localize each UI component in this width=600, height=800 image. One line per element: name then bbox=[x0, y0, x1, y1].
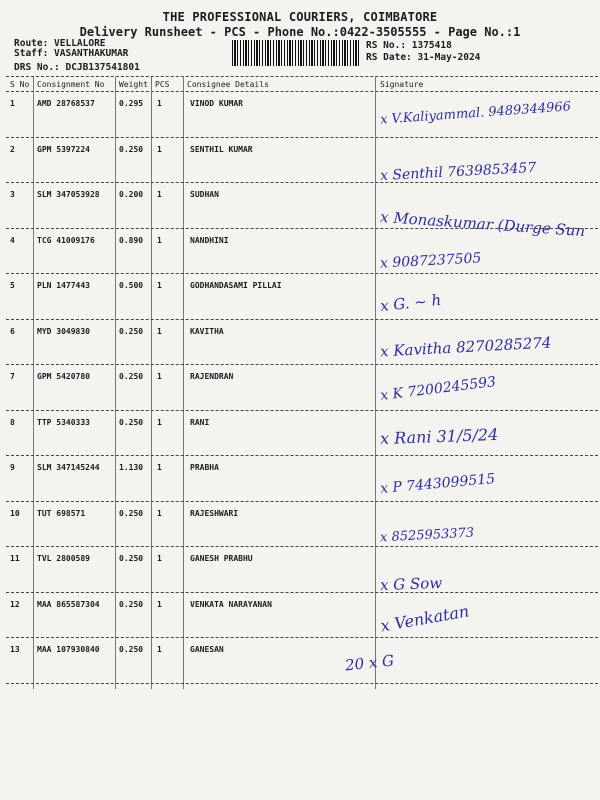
row-sno: 12 bbox=[10, 599, 20, 609]
row-divider bbox=[6, 364, 598, 365]
row-weight: 0.890 bbox=[119, 235, 144, 245]
row-pcs: 1 bbox=[157, 417, 162, 427]
column-header-consignment: Consignment No bbox=[37, 80, 105, 89]
header-divider bbox=[6, 91, 598, 92]
column-divider bbox=[33, 77, 34, 689]
rs-date: RS Date: 31-May-2024 bbox=[366, 52, 481, 63]
row-divider bbox=[6, 410, 598, 411]
row-pcs: 1 bbox=[157, 190, 162, 199]
row-weight: 0.250 bbox=[119, 554, 144, 563]
column-header-pcs: PCS bbox=[155, 80, 170, 89]
row-weight: 0.250 bbox=[119, 144, 144, 154]
row-consignee: SENTHIL KUMAR bbox=[190, 144, 253, 154]
table-top-divider bbox=[6, 76, 598, 77]
row-consignee: VINOD KUMAR bbox=[190, 99, 243, 108]
row-sno: 9 bbox=[10, 463, 15, 472]
rs-number: RS No.: 1375418 bbox=[366, 40, 452, 51]
row-sno: 3 bbox=[10, 190, 15, 199]
row-divider bbox=[6, 182, 598, 183]
row-signature: x K 7200245593 bbox=[379, 373, 497, 405]
row-divider bbox=[6, 319, 598, 320]
row-consignee: GANESH PRABHU bbox=[190, 554, 253, 563]
row-pcs: 1 bbox=[157, 144, 162, 154]
row-consignee: SUDHAN bbox=[190, 190, 219, 199]
row-sno: 10 bbox=[10, 508, 20, 518]
row-weight: 0.250 bbox=[119, 326, 144, 336]
row-signature: x 9087237505 bbox=[379, 249, 482, 272]
row-pcs: 1 bbox=[157, 508, 162, 518]
row-consignee: RAJESHWARI bbox=[190, 508, 239, 518]
row-pcs: 1 bbox=[157, 463, 162, 472]
row-weight: 0.250 bbox=[119, 645, 144, 654]
row-signature: x Monaskumar (Durge Sun bbox=[379, 207, 586, 241]
row-consignment-no: SLM 347053928 bbox=[37, 190, 100, 199]
company-title: THE PROFESSIONAL COURIERS, COIMBATORE bbox=[162, 10, 438, 24]
row-consignment-no: GPM 5397224 bbox=[37, 144, 90, 154]
row-consignment-no: SLM 347145244 bbox=[37, 463, 100, 472]
row-divider bbox=[6, 228, 598, 229]
barcode-image bbox=[232, 40, 360, 66]
row-sno: 1 bbox=[10, 99, 15, 108]
row-consignee: RAJENDRAN bbox=[190, 372, 234, 381]
row-consignee: GANESAN bbox=[190, 645, 224, 654]
row-consignment-no: TCG 41009176 bbox=[37, 235, 95, 245]
row-signature: x G Sow bbox=[379, 573, 443, 595]
row-consignment-no: GPM 5420780 bbox=[37, 372, 90, 381]
row-consignment-no: TTP 5340333 bbox=[37, 417, 90, 427]
row-sno: 13 bbox=[10, 645, 20, 654]
column-header-sno: S No bbox=[10, 80, 30, 89]
row-sno: 8 bbox=[10, 417, 15, 427]
row-weight: 0.295 bbox=[119, 99, 144, 108]
column-divider bbox=[183, 77, 184, 689]
row-sno: 11 bbox=[10, 554, 20, 563]
row-weight: 0.200 bbox=[119, 190, 144, 199]
row-pcs: 1 bbox=[157, 599, 162, 609]
column-divider bbox=[375, 77, 376, 689]
row-signature: x Rani 31/5/24 bbox=[379, 424, 499, 448]
row-sno: 4 bbox=[10, 235, 15, 245]
row-signature: x Senthil 7639853457 bbox=[379, 159, 537, 184]
row-pcs: 1 bbox=[157, 235, 162, 245]
row-consignment-no: AMD 28768537 bbox=[37, 99, 95, 108]
row-weight: 0.250 bbox=[119, 372, 144, 381]
row-signature: 20 x G bbox=[344, 651, 395, 675]
row-divider bbox=[6, 637, 598, 638]
row-divider bbox=[6, 273, 598, 274]
row-pcs: 1 bbox=[157, 99, 162, 108]
staff-label: Staff: VASANTHAKUMAR bbox=[14, 48, 129, 59]
row-consignee: RANI bbox=[190, 417, 210, 427]
row-pcs: 1 bbox=[157, 326, 162, 336]
row-pcs: 1 bbox=[157, 281, 162, 290]
row-consignment-no: PLN 1477443 bbox=[37, 281, 90, 290]
row-pcs: 1 bbox=[157, 372, 162, 381]
row-consignee: KAVITHA bbox=[190, 326, 224, 336]
route-label: Route: VELLALORE bbox=[14, 38, 106, 49]
row-sno: 6 bbox=[10, 326, 15, 336]
row-consignment-no: TVL 2800589 bbox=[37, 554, 90, 563]
row-consignee: PRABHA bbox=[190, 463, 219, 472]
drs-number: DRS No.: DCJB137541801 bbox=[14, 62, 140, 73]
row-divider bbox=[6, 592, 598, 593]
row-signature: x G. ~ h bbox=[379, 290, 442, 316]
row-consignee: GODHANDASAMI PILLAI bbox=[190, 281, 282, 290]
row-consignment-no: TUT 698571 bbox=[37, 508, 86, 518]
column-header-consignee: Consignee Details bbox=[187, 80, 269, 89]
row-weight: 0.250 bbox=[119, 599, 144, 609]
row-signature: x 8525953373 bbox=[379, 525, 475, 545]
runsheet-subtitle: Delivery Runsheet - PCS - Phone No.:0422-3505555 - Page No.:1 bbox=[79, 25, 521, 39]
row-weight: 0.500 bbox=[119, 281, 144, 290]
row-consignment-no: MYD 3049830 bbox=[37, 326, 90, 336]
column-divider bbox=[115, 77, 116, 689]
column-divider bbox=[151, 77, 152, 689]
row-weight: 1.130 bbox=[119, 463, 144, 472]
row-signature: x Venkatan bbox=[379, 600, 471, 636]
row-signature: x P 7443099515 bbox=[379, 471, 496, 497]
row-pcs: 1 bbox=[157, 554, 162, 563]
row-sno: 5 bbox=[10, 281, 15, 290]
row-divider bbox=[6, 137, 598, 138]
row-consignee: VENKATA NARAYANAN bbox=[190, 599, 272, 609]
column-header-signature: Signature bbox=[380, 80, 424, 89]
column-header-weight: Weight bbox=[119, 80, 148, 89]
row-divider bbox=[6, 546, 598, 547]
row-weight: 0.250 bbox=[119, 508, 144, 518]
row-sno: 7 bbox=[10, 372, 15, 381]
row-divider bbox=[6, 683, 598, 684]
row-consignment-no: MAA 865587304 bbox=[37, 599, 100, 609]
row-signature: x V.Kaliyammal. 9489344966 bbox=[379, 99, 572, 128]
row-divider bbox=[6, 455, 598, 456]
row-pcs: 1 bbox=[157, 645, 162, 654]
row-consignee: NANDHINI bbox=[190, 235, 229, 245]
row-divider bbox=[6, 501, 598, 502]
row-weight: 0.250 bbox=[119, 417, 144, 427]
row-sno: 2 bbox=[10, 144, 15, 154]
row-consignment-no: MAA 107930840 bbox=[37, 645, 100, 654]
row-signature: x Kavitha 8270285274 bbox=[379, 333, 552, 360]
